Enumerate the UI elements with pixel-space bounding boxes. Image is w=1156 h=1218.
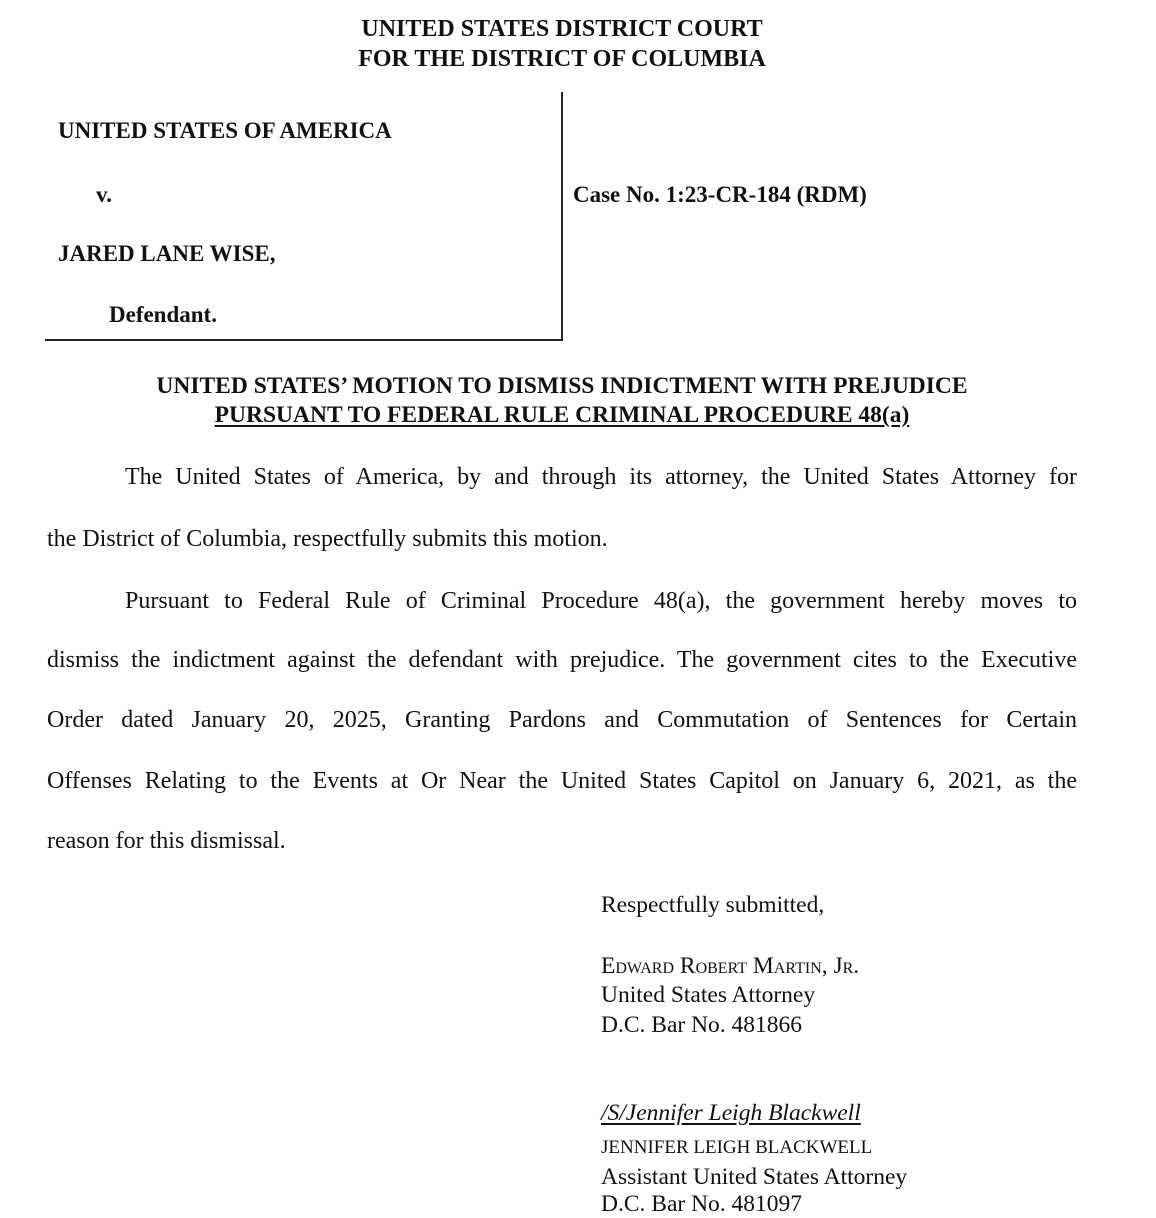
case-number: Case No. 1:23-CR-184 (RDM) — [573, 182, 867, 207]
defendant-name: JARED LANE WISE, — [58, 241, 276, 266]
attorney-name: Edward Robert Martin, Jr. — [601, 953, 860, 979]
attorney-bar-number: D.C. Bar No. 481866 — [601, 1012, 803, 1038]
versus: v. — [96, 182, 112, 207]
motion-subtitle: PURSUANT TO FEDERAL RULE CRIMINAL PROCEDURE 48(a) — [214, 402, 910, 428]
attorney-title: United States Attorney — [601, 982, 816, 1008]
assistant-bar-number: D.C. Bar No. 481097 — [601, 1191, 803, 1217]
motion-title: UNITED STATES’ MOTION TO DISMISS INDICTMENT WITH PREJUDICE — [156, 373, 968, 399]
body-line: The United States of America, by and through its attorney, the United States Attorney for — [125, 464, 1077, 490]
closing: Respectfully submitted, — [601, 892, 825, 918]
body-line: Order dated January 20, 2025, Granting Pardons and Commutation of Sentences for Certain — [47, 707, 1077, 733]
defendant-label: Defendant. — [109, 302, 217, 327]
body-line: dismiss the indictment against the defendant with prejudice. The government cites to the Executive — [47, 647, 1077, 673]
caption-divider-vertical — [561, 92, 563, 341]
body-line: reason for this dismissal. — [47, 828, 286, 854]
e-signature: /S/Jennifer Leigh Blackwell — [601, 1100, 861, 1126]
assistant-title: Assistant United States Attorney — [601, 1164, 908, 1190]
court-name: UNITED STATES DISTRICT COURT — [361, 16, 763, 42]
body-line: the District of Columbia, respectfully submits this motion. — [47, 526, 608, 552]
caption-divider-horizontal — [45, 339, 563, 341]
court-district: FOR THE DISTRICT OF COLUMBIA — [358, 46, 766, 72]
motion-subtitle-wrap — [0, 402, 1124, 429]
body-line: Offenses Relating to the Events at Or Near the United States Capitol on January 6, 2021, as the — [47, 768, 1077, 794]
plaintiff: UNITED STATES OF AMERICA — [58, 118, 392, 143]
assistant-name: JENNIFER LEIGH BLACKWELL — [601, 1137, 873, 1158]
body-line: Pursuant to Federal Rule of Criminal Procedure 48(a), the government hereby moves to — [125, 588, 1077, 614]
